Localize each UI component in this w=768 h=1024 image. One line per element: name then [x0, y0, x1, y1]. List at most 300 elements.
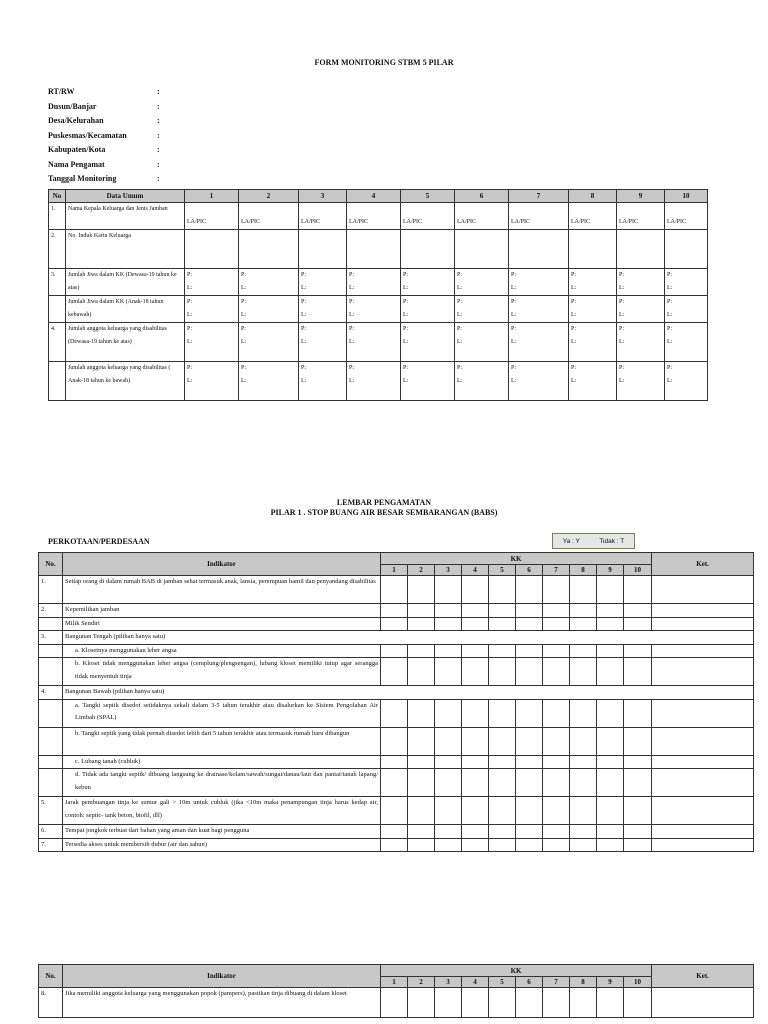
notes-cell[interactable]: [652, 727, 754, 755]
kk-answer-cell[interactable]: [543, 825, 570, 839]
kk-answer-cell[interactable]: [516, 658, 543, 686]
kk-answer-cell[interactable]: [381, 797, 408, 825]
data-cell[interactable]: [509, 203, 569, 230]
kk-answer-cell[interactable]: [489, 658, 516, 686]
kk-answer-cell[interactable]: [435, 825, 462, 839]
female-label: P:: [241, 299, 247, 305]
field-label: Kabupaten/Kota: [48, 145, 106, 154]
kk-answer-cell[interactable]: [624, 838, 652, 852]
kk-answer-cell[interactable]: [408, 617, 435, 631]
data-cell[interactable]: [299, 230, 347, 269]
male-label: L:: [301, 285, 307, 291]
row-label: Nama Kepala Keluarga dan Jenis Jamban: [66, 203, 185, 230]
data-cell[interactable]: [455, 296, 509, 323]
male-label: L:: [511, 285, 517, 291]
kk-answer-cell[interactable]: [489, 644, 516, 658]
kk-answer-cell[interactable]: [570, 658, 597, 686]
kk-answer-cell[interactable]: [516, 838, 543, 852]
kk-answer-cell[interactable]: [597, 755, 624, 769]
header-kk: KK: [381, 553, 652, 565]
header-notes: Ket.: [652, 553, 754, 576]
kk-answer-cell[interactable]: [543, 769, 570, 797]
male-label: L:: [619, 339, 625, 345]
data-cell[interactable]: [239, 269, 299, 296]
kk-answer-cell[interactable]: [408, 755, 435, 769]
female-label: P:: [619, 272, 625, 278]
data-cell[interactable]: [455, 323, 509, 362]
male-label: L:: [349, 339, 355, 345]
kk-answer-cell[interactable]: [597, 644, 624, 658]
data-cell[interactable]: [347, 323, 401, 362]
header-kk-number: 7: [543, 977, 570, 988]
data-cell[interactable]: [401, 269, 455, 296]
male-label: L:: [403, 312, 409, 318]
data-cell[interactable]: [509, 323, 569, 362]
kk-answer-cell[interactable]: [624, 825, 652, 839]
column-header: 10: [665, 190, 708, 203]
kk-answer-cell[interactable]: [435, 576, 462, 604]
data-cell[interactable]: [347, 269, 401, 296]
male-label: L:: [511, 378, 517, 384]
kk-answer-cell[interactable]: [381, 769, 408, 797]
data-cell[interactable]: [665, 230, 708, 269]
kk-answer-cell[interactable]: [597, 797, 624, 825]
data-cell[interactable]: [185, 269, 239, 296]
kk-answer-cell[interactable]: [381, 644, 408, 658]
kk-answer-cell[interactable]: [408, 769, 435, 797]
kk-answer-cell[interactable]: [435, 617, 462, 631]
male-label: L:: [619, 285, 625, 291]
kk-answer-cell[interactable]: [408, 838, 435, 852]
kk-answer-cell[interactable]: [435, 797, 462, 825]
kk-answer-cell[interactable]: [516, 617, 543, 631]
data-cell[interactable]: [347, 230, 401, 269]
field-colon: :: [157, 145, 160, 154]
kk-answer-cell[interactable]: [624, 988, 652, 1018]
kk-answer-cell[interactable]: [516, 769, 543, 797]
kk-answer-cell[interactable]: [570, 755, 597, 769]
kk-answer-cell[interactable]: [570, 604, 597, 618]
indicator-row: [39, 631, 754, 645]
data-cell[interactable]: [569, 203, 617, 230]
data-cell[interactable]: [665, 296, 708, 323]
male-label: L:: [241, 285, 247, 291]
kk-answer-cell[interactable]: [597, 838, 624, 852]
lapic-label: LA/PIC: [403, 219, 423, 225]
kk-answer-cell[interactable]: [435, 658, 462, 686]
kk-answer-cell[interactable]: [516, 604, 543, 618]
kk-answer-cell[interactable]: [570, 727, 597, 755]
column-header: 9: [617, 190, 665, 203]
kk-answer-cell[interactable]: [570, 769, 597, 797]
kk-answer-cell[interactable]: [597, 727, 624, 755]
kk-answer-cell[interactable]: [408, 604, 435, 618]
female-label: P:: [511, 299, 517, 305]
kk-answer-cell[interactable]: [516, 644, 543, 658]
kk-answer-cell[interactable]: [570, 576, 597, 604]
kk-answer-cell[interactable]: [624, 769, 652, 797]
kk-answer-cell[interactable]: [489, 617, 516, 631]
kk-answer-cell[interactable]: [597, 604, 624, 618]
kk-answer-cell[interactable]: [597, 617, 624, 631]
data-cell[interactable]: [185, 296, 239, 323]
header-kk-number: 3: [435, 565, 462, 576]
kk-answer-cell[interactable]: [516, 699, 543, 727]
kk-answer-cell[interactable]: [489, 769, 516, 797]
kk-answer-cell[interactable]: [516, 727, 543, 755]
data-cell[interactable]: [617, 203, 665, 230]
data-cell[interactable]: [617, 362, 665, 401]
kk-answer-cell[interactable]: [624, 658, 652, 686]
kk-answer-cell[interactable]: [381, 658, 408, 686]
kk-answer-cell[interactable]: [570, 825, 597, 839]
notes-cell[interactable]: [652, 617, 754, 631]
header-kk-number: 2: [408, 977, 435, 988]
column-header: 8: [569, 190, 617, 203]
header-kk-number: 7: [543, 565, 570, 576]
kk-answer-cell[interactable]: [435, 769, 462, 797]
male-label: L:: [241, 312, 247, 318]
kk-answer-cell[interactable]: [462, 727, 489, 755]
kk-answer-cell[interactable]: [624, 617, 652, 631]
female-label: P:: [301, 365, 307, 371]
pillar1-table: [38, 552, 754, 852]
indicator-row: [39, 727, 754, 755]
kk-answer-cell[interactable]: [597, 825, 624, 839]
header-kk-number: 6: [516, 565, 543, 576]
indicator-number: 1.: [39, 576, 63, 604]
notes-cell[interactable]: [652, 769, 754, 797]
kk-answer-cell[interactable]: [381, 988, 408, 1018]
kk-answer-cell[interactable]: [543, 658, 570, 686]
kk-answer-cell[interactable]: [516, 755, 543, 769]
kk-answer-cell[interactable]: [543, 699, 570, 727]
kk-answer-cell[interactable]: [489, 576, 516, 604]
kk-answer-cell[interactable]: [489, 727, 516, 755]
male-label: L:: [301, 339, 307, 345]
kk-answer-cell[interactable]: [489, 797, 516, 825]
kk-answer-cell[interactable]: [435, 644, 462, 658]
data-cell[interactable]: [665, 362, 708, 401]
female-label: P:: [457, 365, 463, 371]
kk-answer-cell[interactable]: [516, 797, 543, 825]
indicator-row: [39, 617, 754, 631]
kk-answer-cell[interactable]: [489, 825, 516, 839]
kk-answer-cell[interactable]: [462, 644, 489, 658]
table-row: [49, 230, 708, 269]
kk-answer-cell[interactable]: [381, 838, 408, 852]
data-cell[interactable]: [401, 230, 455, 269]
row-number: 3.: [49, 269, 66, 296]
notes-cell[interactable]: [652, 797, 754, 825]
kk-answer-cell[interactable]: [462, 755, 489, 769]
kk-answer-cell[interactable]: [462, 658, 489, 686]
female-label: P:: [403, 299, 409, 305]
table-row: [49, 323, 708, 362]
data-cell[interactable]: [299, 362, 347, 401]
kk-answer-cell[interactable]: [462, 769, 489, 797]
kk-answer-cell[interactable]: [489, 988, 516, 1018]
kk-answer-cell[interactable]: [543, 604, 570, 618]
male-label: L:: [457, 285, 463, 291]
notes-cell[interactable]: [652, 838, 754, 852]
male-label: L:: [187, 339, 193, 345]
kk-answer-cell[interactable]: [624, 604, 652, 618]
male-label: L:: [667, 285, 673, 291]
male-label: L:: [457, 378, 463, 384]
indicator-text: Milik Sendiri: [63, 617, 381, 631]
kk-answer-cell[interactable]: [435, 699, 462, 727]
kk-answer-cell[interactable]: [462, 988, 489, 1018]
kk-answer-cell[interactable]: [516, 576, 543, 604]
indicator-row: [39, 755, 754, 769]
female-label: P:: [511, 365, 517, 371]
indicator-number: 5.: [39, 797, 63, 825]
kk-answer-cell[interactable]: [408, 988, 435, 1018]
kk-answer-cell[interactable]: [381, 727, 408, 755]
data-cell[interactable]: [185, 362, 239, 401]
male-label: L:: [403, 339, 409, 345]
data-cell[interactable]: [509, 230, 569, 269]
male-label: L:: [619, 378, 625, 384]
header-kk-number: 10: [624, 977, 652, 988]
kk-answer-cell[interactable]: [543, 988, 570, 1018]
male-label: L:: [349, 378, 355, 384]
kk-answer-cell[interactable]: [381, 699, 408, 727]
kk-answer-cell[interactable]: [570, 617, 597, 631]
kk-answer-cell[interactable]: [408, 727, 435, 755]
field-colon: :: [157, 130, 160, 140]
kk-answer-cell[interactable]: [408, 658, 435, 686]
kk-answer-cell[interactable]: [624, 576, 652, 604]
data-cell[interactable]: [239, 203, 299, 230]
kk-answer-cell[interactable]: [381, 604, 408, 618]
header-kk-number: 5: [489, 565, 516, 576]
kk-answer-cell[interactable]: [543, 755, 570, 769]
data-cell[interactable]: [665, 323, 708, 362]
kk-answer-cell[interactable]: [462, 825, 489, 839]
field-label: Dusun/Banjar: [48, 101, 97, 111]
header-kk-number: 8: [570, 977, 597, 988]
male-label: L:: [241, 378, 247, 384]
indicator-text: Jarak pembuangan tinja ke sumur gali > 10m untuk cubluk (jika <10m maka penampungan tinja harus kedap air, contoh: septic- tank beton, biofil, dll): [63, 797, 381, 825]
male-label: L:: [403, 378, 409, 384]
kk-answer-cell[interactable]: [435, 988, 462, 1018]
notes-cell[interactable]: [652, 988, 754, 1018]
female-label: P:: [571, 299, 577, 305]
data-cell[interactable]: [185, 323, 239, 362]
kk-answer-cell[interactable]: [381, 617, 408, 631]
column-header: 5: [401, 190, 455, 203]
data-cell[interactable]: [455, 230, 509, 269]
indicator-text: a. Tangki septik disedot setidaknya sekali dalam 3-5 tahun terakhir atau disalurkan ke Sistem Pengolahan Air Limbah (SPAL): [63, 699, 381, 727]
kk-answer-cell[interactable]: [462, 576, 489, 604]
kk-answer-cell[interactable]: [570, 797, 597, 825]
kk-answer-cell[interactable]: [597, 658, 624, 686]
kk-answer-cell[interactable]: [408, 797, 435, 825]
kk-answer-cell[interactable]: [462, 699, 489, 727]
kk-answer-cell[interactable]: [624, 797, 652, 825]
kk-answer-cell[interactable]: [489, 699, 516, 727]
kk-answer-cell[interactable]: [408, 576, 435, 604]
male-label: L:: [349, 312, 355, 318]
lapic-label: LA/PIC: [301, 219, 321, 225]
indicator-row: [39, 658, 754, 686]
kk-answer-cell[interactable]: [462, 617, 489, 631]
notes-cell[interactable]: [652, 825, 754, 839]
indicator-row: [39, 988, 754, 1018]
kk-answer-cell[interactable]: [489, 755, 516, 769]
data-cell[interactable]: [569, 269, 617, 296]
kk-answer-cell[interactable]: [570, 988, 597, 1018]
kk-answer-cell[interactable]: [381, 755, 408, 769]
data-cell[interactable]: [239, 323, 299, 362]
male-label: L:: [571, 339, 577, 345]
kk-answer-cell[interactable]: [624, 727, 652, 755]
data-cell[interactable]: [617, 230, 665, 269]
kk-answer-cell[interactable]: [408, 825, 435, 839]
data-cell[interactable]: [617, 269, 665, 296]
header-kk-number: 8: [570, 565, 597, 576]
kk-answer-cell[interactable]: [597, 699, 624, 727]
header-kk-number: 5: [489, 977, 516, 988]
kk-answer-cell[interactable]: [435, 755, 462, 769]
kk-answer-cell[interactable]: [597, 988, 624, 1018]
kk-answer-cell[interactable]: [489, 604, 516, 618]
data-cell[interactable]: [509, 269, 569, 296]
kk-answer-cell[interactable]: [597, 576, 624, 604]
kk-answer-cell[interactable]: [570, 644, 597, 658]
indicator-number: 4.: [39, 686, 63, 700]
kk-answer-cell[interactable]: [543, 727, 570, 755]
data-cell[interactable]: [239, 296, 299, 323]
indicator-row: [39, 838, 754, 852]
kk-answer-cell[interactable]: [408, 644, 435, 658]
kk-answer-cell[interactable]: [381, 825, 408, 839]
area-label: PERKOTAAN/PERDESAAN: [48, 537, 150, 546]
indicator-row: [39, 604, 754, 618]
kk-answer-cell[interactable]: [597, 769, 624, 797]
kk-answer-cell[interactable]: [543, 838, 570, 852]
row-number: 1.: [49, 203, 66, 230]
notes-cell[interactable]: [652, 658, 754, 686]
kk-answer-cell[interactable]: [462, 838, 489, 852]
female-label: P:: [301, 299, 307, 305]
column-header: 4: [347, 190, 401, 203]
kk-answer-cell[interactable]: [381, 576, 408, 604]
data-cell[interactable]: [347, 296, 401, 323]
data-cell[interactable]: [185, 203, 239, 230]
kk-answer-cell[interactable]: [570, 699, 597, 727]
data-cell[interactable]: [239, 230, 299, 269]
data-cell[interactable]: [455, 362, 509, 401]
female-label: P:: [241, 272, 247, 278]
kk-answer-cell[interactable]: [435, 727, 462, 755]
data-cell[interactable]: [569, 323, 617, 362]
data-cell[interactable]: [239, 362, 299, 401]
kk-answer-cell[interactable]: [543, 576, 570, 604]
data-cell[interactable]: [509, 296, 569, 323]
notes-cell[interactable]: [652, 604, 754, 618]
data-cell[interactable]: [665, 203, 708, 230]
notes-cell[interactable]: [652, 576, 754, 604]
notes-cell[interactable]: [652, 755, 754, 769]
data-cell[interactable]: [617, 323, 665, 362]
female-label: P:: [301, 326, 307, 332]
indicator-number: [39, 644, 63, 658]
kk-answer-cell[interactable]: [516, 825, 543, 839]
kk-answer-cell[interactable]: [570, 838, 597, 852]
female-label: P:: [667, 299, 673, 305]
data-cell[interactable]: [347, 203, 401, 230]
kk-answer-cell[interactable]: [435, 604, 462, 618]
data-cell[interactable]: [299, 296, 347, 323]
female-label: P:: [571, 365, 577, 371]
data-cell[interactable]: [617, 296, 665, 323]
column-header: 3: [299, 190, 347, 203]
data-cell[interactable]: [401, 323, 455, 362]
female-label: P:: [511, 326, 517, 332]
kk-answer-cell[interactable]: [543, 797, 570, 825]
data-cell[interactable]: [299, 203, 347, 230]
data-cell[interactable]: [569, 230, 617, 269]
data-cell[interactable]: [569, 362, 617, 401]
kk-answer-cell[interactable]: [516, 988, 543, 1018]
field-colon: :: [157, 174, 160, 183]
data-cell[interactable]: [665, 269, 708, 296]
field-colon: :: [157, 159, 160, 169]
data-cell[interactable]: [401, 362, 455, 401]
row-number: 2.: [49, 230, 66, 269]
kk-answer-cell[interactable]: [543, 644, 570, 658]
header-kk-number: 4: [462, 565, 489, 576]
data-cell[interactable]: [185, 230, 239, 269]
female-label: P:: [571, 326, 577, 332]
kk-answer-cell[interactable]: [435, 838, 462, 852]
data-cell[interactable]: [347, 362, 401, 401]
data-cell[interactable]: [455, 269, 509, 296]
kk-answer-cell[interactable]: [462, 797, 489, 825]
kk-answer-cell[interactable]: [624, 699, 652, 727]
notes-cell[interactable]: [652, 699, 754, 727]
header-indicator: Indikator: [63, 553, 381, 576]
kk-answer-cell[interactable]: [543, 617, 570, 631]
data-cell[interactable]: [569, 296, 617, 323]
data-cell[interactable]: [455, 203, 509, 230]
lapic-label: LA/PIC: [511, 219, 531, 225]
kk-answer-cell[interactable]: [624, 755, 652, 769]
kk-answer-cell[interactable]: [408, 699, 435, 727]
data-cell[interactable]: [401, 296, 455, 323]
lapic-label: LA/PIC: [619, 219, 639, 225]
indicator-text: Jika memiliki anggota keluarga yang menggunakan popok (pampers), pastikan tinja dibuang di dalam kloset: [63, 988, 381, 1018]
kk-answer-cell[interactable]: [462, 604, 489, 618]
data-cell[interactable]: [509, 362, 569, 401]
female-label: P:: [511, 272, 517, 278]
indicator-text: Kepemilikan jamban: [63, 604, 381, 618]
kk-answer-cell[interactable]: [489, 838, 516, 852]
notes-cell[interactable]: [652, 644, 754, 658]
data-cell[interactable]: [299, 269, 347, 296]
kk-answer-cell[interactable]: [624, 644, 652, 658]
column-header: 6: [455, 190, 509, 203]
female-label: P:: [619, 326, 625, 332]
pillar1-table-continued: [38, 964, 754, 1018]
data-cell[interactable]: [401, 203, 455, 230]
data-cell[interactable]: [299, 323, 347, 362]
column-header: 7: [509, 190, 569, 203]
male-label: L:: [457, 312, 463, 318]
